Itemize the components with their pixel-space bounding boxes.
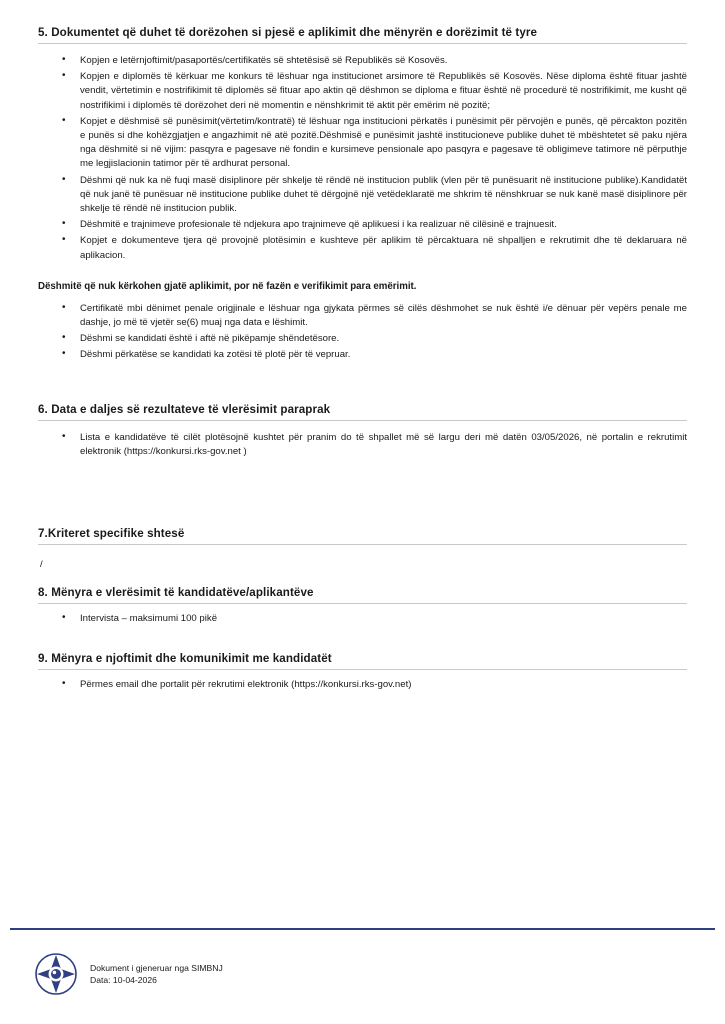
list-item: • Kopjet e dokumenteve tjera që provojnë plotësimin e kushteve për aplikim të përcaktuara në shpalljen e rekrutimit dhe të deklaruara në aplikacion. <box>58 234 687 262</box>
list-item: • Kopjen e diplomës të kërkuar me konkurs të lëshuar nga institucionet arsimore të Republikës së Kosovës. Nëse diploma është fituar jashtë vendit, vërtetimin e nostrifikimit të diplomës së fituar apo aktin që dëshmon se diploma e fituar është në procedurë të nostrifikimit, me kusht që nostrifikimi i diplomës të dorëzohet deri në momentin e nënshkrimit të aktit për emërim në pozitë; <box>58 70 687 113</box>
list-item: • Certifikatë mbi dënimet penale origjinale e lëshuar nga gjykata përmes së cilës dëshmohet se nuk është i/e dënuar për vepërs penale me dashje, jo më të vjetër se(6) muaj nga data e lëshimit. <box>58 302 687 330</box>
footer-content <box>34 952 223 996</box>
list-item: • Lista e kandidatëve të cilët plotësojnë kushtet për pranim do të shpallet më së largu deri më datën 03/05/2026, në portalin e rekrutimit elektronik (https://konkursi.rks-gov.net ) <box>58 431 687 459</box>
footer-line-2: Data: 10-04-2026 <box>90 975 157 985</box>
section-9-bullet-list <box>38 678 687 692</box>
section-6-bullet-list <box>38 431 687 459</box>
section-9 <box>38 652 687 692</box>
list-item: • Dëshmi se kandidati është i aftë në pikëpamje shëndetësore. <box>58 332 687 346</box>
spacer <box>38 377 687 403</box>
section-6-heading: 6. Data e daljes së rezultateve të vlerësimit paraprak <box>38 403 687 421</box>
spacer <box>38 640 687 652</box>
list-item: • Intervista – maksimumi 100 pikë <box>58 612 687 626</box>
section-5-heading: 5. Dokumentet që duhet të dorëzohen si pjesë e aplikimit dhe mënyrën e dorëzimit të tyre <box>38 26 687 44</box>
spacer <box>38 473 687 527</box>
footer-line-1: Dokument i gjeneruar nga SIMBNJ <box>90 962 223 973</box>
list-item: • Dëshmi përkatëse se kandidati ka zotësi të plotë për të vepruar. <box>58 348 687 362</box>
section-8-heading: 8. Mënyra e vlerësimit të kandidatëve/aplikantëve <box>38 586 687 604</box>
footer-text <box>90 962 223 987</box>
simbnj-logo-icon <box>34 952 78 996</box>
footer-divider <box>10 928 715 930</box>
list-item: • Kopjet e dëshmisë së punësimit(vërtetim/kontratë) të lëshuar nga institucioni përkatës i punësimit për përvojën e punës, që përcakton pozitën e punës si dhe kohëzgjatjen e angazhimit në atë pozitë.Dëshmisë e punësimit jashtë institucioneve publike duhet të mbështetet së paku njëra nga dëshmitë si në vijim: pasqyra e pagesave në fondin e kursimeve pensionale apo pasqyra e pagesave të obligimeve tatimore në përputhje me legjislacionin tatimor për të ardhurat personal. <box>58 115 687 172</box>
page-footer <box>0 928 725 1024</box>
section-6 <box>38 403 687 459</box>
section-7-body: / <box>40 559 43 571</box>
section-8 <box>38 586 687 626</box>
section-5 <box>38 26 687 363</box>
section-5-sub-bullet-list <box>38 302 687 363</box>
section-8-bullet-list <box>38 612 687 626</box>
section-9-heading: 9. Mënyra e njoftimit dhe komunikimit me kandidatët <box>38 652 687 670</box>
section-5-bullet-list <box>38 54 687 263</box>
section-5-subheading: Dëshmitë që nuk kërkohen gjatë aplikimit, por në fazën e verifikimit para emërimit. <box>38 280 417 292</box>
list-item: • Përmes email dhe portalit për rekrutimi elektronik (https://konkursi.rks-gov.net) <box>58 678 687 692</box>
list-item: • Dëshmitë e trajnimeve profesionale të ndjekura apo trajnimeve që aplikuesi i ka realizuar në cilësinë e trajnuesit. <box>58 218 687 232</box>
list-item: • Dëshmi që nuk ka në fuqi masë disiplinore për shkelje të rëndë në institucion publik (vlen për të punësuarit në institucione publike).Kandidatët që nuk janë të punësuar në institucione publike duhet të dërgojnë një vetëdeklaratë me shkrim të nënshkruar se nuk kanë masë disiplinore për shkelje të rëndë në institucion publik. <box>58 174 687 217</box>
list-item: • Kopjen e letërnjoftimit/pasaportës/certifikatës së shtetësisë së Republikës së Kosovës. <box>58 54 687 68</box>
section-7 <box>38 527 687 570</box>
section-7-heading: 7.Kriteret specifike shtesë <box>38 527 687 545</box>
